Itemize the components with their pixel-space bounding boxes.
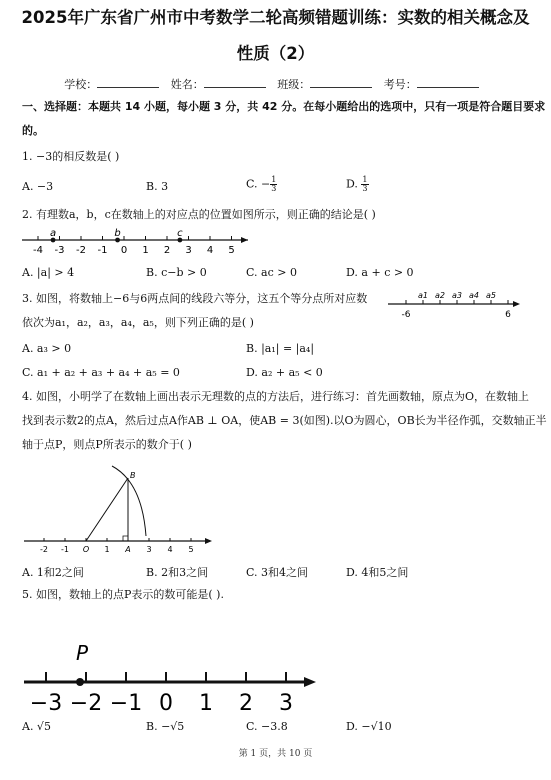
q5-option-d: D. −√10	[346, 720, 392, 733]
point-label-a1: a1	[418, 291, 428, 300]
school-blank	[97, 78, 159, 88]
q3-option-d: D. a₂ + a₅ < 0	[246, 366, 323, 379]
q4-option-c: C. 3和4之间	[246, 566, 309, 579]
frac-numerator: 1	[271, 175, 277, 184]
tick-label: 2	[163, 245, 171, 256]
point-label-a5: a5	[486, 291, 496, 300]
tick-label: -3	[54, 245, 65, 256]
q5-stem: 5. 如图，数轴上的点P表示的数可能是( ).	[22, 588, 224, 601]
page-footer: 第 1 页，共 10 页	[238, 749, 313, 759]
point-p	[76, 678, 84, 686]
point-label-a: a	[49, 228, 57, 239]
exam-no-blank	[417, 78, 479, 88]
tick-label: 4	[167, 545, 173, 554]
q3-number-line	[384, 288, 524, 324]
q3-option-b: B. |a₁| = |a₄|	[246, 342, 315, 355]
q5-option-a: A. √5	[22, 720, 51, 733]
tick-label: 2	[239, 691, 253, 716]
q1-option-c-text: C. −	[246, 177, 271, 191]
tick-label: 5	[228, 245, 235, 256]
tick-label: 0	[120, 245, 128, 256]
label-b: B	[130, 471, 136, 480]
name-label: 姓名：	[170, 78, 204, 91]
tick-label: −1	[109, 691, 143, 716]
page-title-line2: 性质（2）	[236, 44, 315, 63]
axis-marks	[402, 291, 512, 320]
q2-option-d: D. a + c > 0	[346, 266, 414, 279]
q1-stem: 1. −3的相反数是( )	[22, 150, 120, 163]
q1-option-d-fraction	[361, 176, 368, 193]
q3-option-c: C. a₁ + a₂ + a₃ + a₄ + a₅ = 0	[22, 366, 180, 379]
school-label: 学校：	[64, 78, 98, 91]
frac-numerator: 1	[362, 175, 368, 184]
tick-label: −2	[69, 691, 103, 716]
q5-number-line	[20, 634, 320, 718]
tick-label: -2	[40, 545, 48, 554]
point-label-b: b	[114, 228, 121, 239]
arc-from-o	[112, 466, 146, 536]
tick-label: -4	[33, 245, 43, 256]
tick-label: 1	[142, 245, 149, 256]
q1-option-a: A. −3	[22, 180, 54, 193]
q1-option-c-fraction	[270, 176, 277, 193]
point-label-a3: a3	[452, 291, 462, 300]
q4-stem-line2: 找到表示数2的点A，然后过点A作AB ⊥ OA，使AB = 3(如图).以O为圆心，OB长为半径作弧，交数轴正半	[22, 414, 547, 427]
class-label: 班级：	[277, 78, 311, 91]
q5-option-b: B. −√5	[146, 720, 185, 733]
tick-label: 5	[188, 545, 194, 554]
q4-option-a: A. 1和2之间	[22, 566, 84, 579]
frac-denominator: 3	[271, 184, 277, 193]
segment-ob	[86, 478, 128, 541]
axis-ticks	[33, 236, 235, 256]
frac-denominator: 3	[362, 184, 368, 193]
q4-stem-line3: 轴于点P，则点P所表示的数介于( )	[22, 438, 192, 451]
tick-label: -2	[76, 245, 86, 256]
label-p: P	[76, 641, 89, 665]
point-label-c: c	[177, 228, 183, 239]
q2-option-c: C. ac > 0	[246, 266, 297, 279]
section-heading: 一、选择题：本题共 14 小题，每小题 3 分，共 42 分。在每小题给出的选项中，只有一项是符合题目要求	[22, 100, 546, 113]
q3-stem-line2: 依次为a₁，a₂，a₃，a₄，a₅，则下列正确的是( )	[22, 316, 254, 329]
q4-figure	[24, 460, 214, 556]
q1-option-d-text: D.	[346, 177, 362, 191]
axis-ticks	[30, 672, 293, 716]
q4-option-d: D. 4和5之间	[346, 566, 409, 579]
tick-label: 1	[199, 691, 213, 716]
student-info-row	[0, 76, 551, 92]
q3-stem-line1: 3. 如图，将数轴上−6与6两点间的线段六等分，这五个等分点所对应数	[22, 292, 368, 305]
q1-option-d	[346, 176, 369, 193]
tick-label: -1	[61, 545, 69, 554]
q5-option-c: C. −3.8	[246, 720, 288, 733]
axis-arrow	[304, 677, 316, 687]
point-label-a4: a4	[469, 291, 479, 300]
tick-label: 3	[185, 245, 192, 256]
q1-option-b: B. 3	[146, 180, 169, 193]
axis-arrow	[513, 301, 520, 307]
exam-no-label: 考号：	[383, 78, 417, 91]
tick-label: 3	[279, 691, 293, 716]
page-title-line1: 2025年广东省广州市中考数学二轮高频错题训练：实数的相关概念及	[21, 8, 530, 27]
name-blank	[204, 78, 266, 88]
axis-arrow	[205, 538, 212, 544]
tick-label: O	[82, 545, 90, 554]
point-label-a2: a2	[435, 291, 445, 300]
q4-option-b: B. 2和3之间	[146, 566, 209, 579]
label-left: -6	[401, 310, 411, 320]
q4-stem-line1: 4. 如图，小明学了在数轴上画出表示无理数的点的方法后，进行练习：首先画数轴，原点为O，在数轴上	[22, 390, 530, 403]
class-blank	[310, 78, 372, 88]
axis-arrow	[241, 237, 248, 243]
q2-number-line	[22, 226, 252, 258]
tick-label: -1	[97, 245, 108, 256]
tick-label: 0	[159, 691, 173, 716]
q2-stem: 2. 有理数a，b，c在数轴上的对应点的位置如图所示，则正确的结论是( )	[22, 208, 376, 221]
label-right: 6	[505, 310, 511, 320]
tick-label: A	[125, 545, 131, 554]
tick-label: 4	[206, 245, 214, 256]
q1-option-c	[246, 176, 277, 193]
tick-label: 3	[146, 545, 152, 554]
q2-option-b: B. c−b > 0	[146, 266, 207, 279]
q2-option-a: A. |a| > 4	[22, 266, 75, 279]
tick-label: 1	[104, 545, 110, 554]
section-heading-cont: 的。	[22, 124, 44, 137]
right-angle-mark	[123, 536, 128, 541]
q3-option-a: A. a₃ > 0	[22, 342, 72, 355]
tick-label: −3	[29, 691, 63, 716]
